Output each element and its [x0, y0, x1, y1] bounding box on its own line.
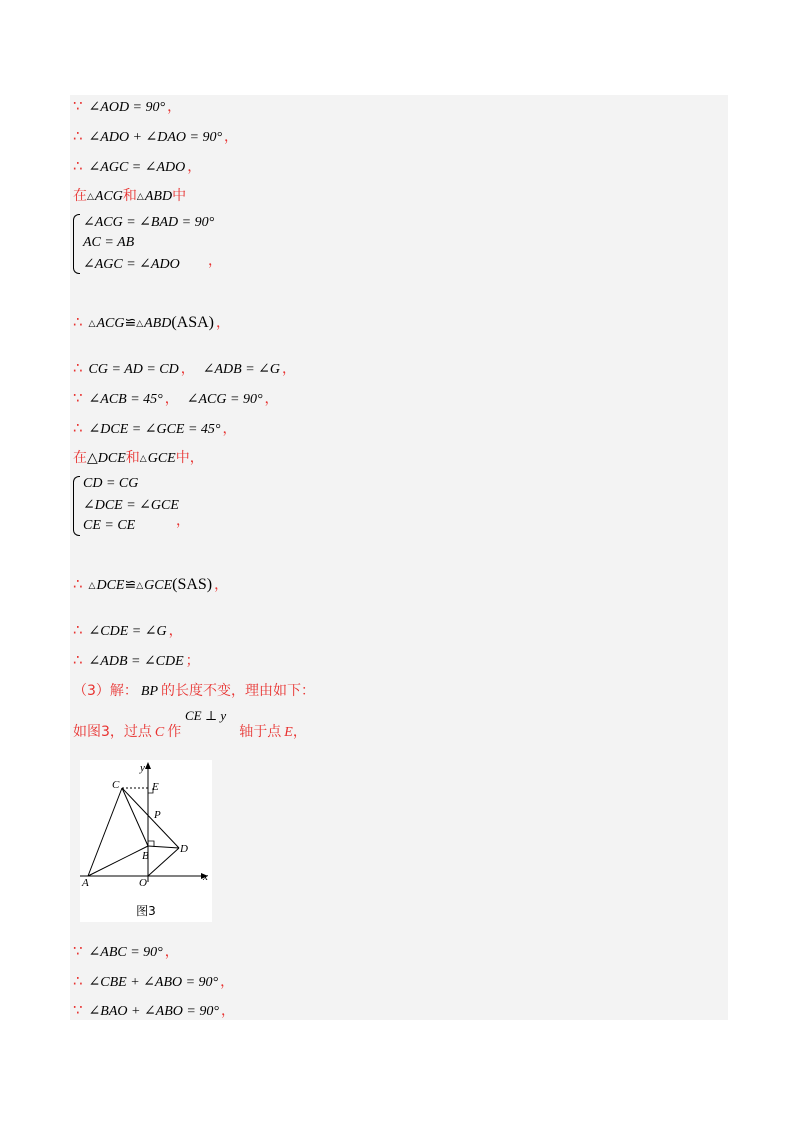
chinese-text: 和	[125, 450, 140, 466]
triangle-icon: △	[88, 580, 96, 590]
chinese-text: ，	[292, 724, 307, 740]
punctuation: ，	[222, 422, 237, 437]
proof-line-11	[73, 620, 183, 642]
punctuation: ，	[281, 362, 296, 377]
punctuation: ，	[164, 392, 179, 407]
congruent-symbol: ≌	[124, 316, 137, 331]
chinese-text: 和	[122, 188, 137, 204]
triangle-name: DCE	[96, 578, 125, 593]
punctuation: ，	[214, 578, 229, 593]
proof-line-10	[73, 574, 228, 596]
therefore-symbol: ∴	[73, 972, 83, 990]
chinese-text: 中，	[175, 450, 204, 466]
triangle-name: △DCE	[87, 451, 126, 466]
math-expression: ∠BAO + ∠ABO = 90°	[88, 1004, 219, 1019]
punctuation: ，	[220, 1004, 235, 1019]
therefore-symbol: ∴	[73, 157, 83, 175]
proof-line-12	[73, 650, 200, 672]
punctuation: ，	[164, 945, 179, 960]
figure-caption: 图3	[136, 904, 156, 918]
proof-line-2	[73, 126, 238, 148]
punctuation: ，	[167, 100, 182, 115]
triangle-icon: △	[136, 580, 144, 590]
left-brace-icon	[73, 214, 80, 274]
therefore-symbol: ∴	[73, 419, 83, 437]
math-expression: ∠ADO + ∠DAO = 90°	[88, 130, 223, 145]
proof-line-1	[73, 96, 181, 118]
therefore-symbol: ∴	[73, 575, 83, 593]
therefore-symbol: ∴	[73, 359, 83, 377]
proof-line-13	[73, 681, 315, 702]
segment-BD	[148, 846, 179, 848]
segment-AC	[88, 788, 122, 876]
because-symbol: ∵	[73, 942, 83, 960]
because-symbol: ∵	[73, 389, 83, 407]
triangle-name: ACG	[96, 316, 125, 331]
segment-DO	[148, 848, 179, 876]
chinese-text: 如图3，过点	[73, 724, 152, 740]
segment-name: BP	[140, 684, 159, 699]
part-label: （3）解：	[73, 683, 138, 699]
proof-line-15	[73, 941, 179, 963]
punctuation: ，	[187, 160, 202, 175]
math-expression: ∠CDE = ∠G	[88, 624, 167, 639]
triangle-icon: △	[88, 318, 96, 328]
label-C: C	[112, 779, 120, 791]
math-expression: ∠AOD = 90°	[88, 100, 166, 115]
punctuation: ，	[224, 130, 239, 145]
therefore-symbol: ∴	[73, 127, 83, 145]
point-name: E	[284, 725, 293, 740]
punctuation: ，	[180, 362, 195, 377]
proof-line-4	[73, 186, 186, 207]
point-name: C	[154, 725, 165, 740]
congruent-symbol: ≌	[124, 578, 137, 593]
math-expression: ∠DCE = ∠GCE = 45°	[88, 422, 221, 437]
triangle-icon: △	[136, 191, 144, 201]
math-expression: ∠ADB = ∠G	[202, 362, 280, 377]
left-brace-icon	[73, 476, 80, 536]
proof-line-6	[73, 358, 296, 380]
figure-3	[80, 760, 212, 922]
segment-CD	[122, 788, 179, 848]
chinese-text: 在	[73, 450, 87, 466]
math-expression: ∠ACB = 45°	[88, 392, 163, 407]
punctuation: ，	[220, 975, 235, 990]
math-expression: ∠ADB = ∠CDE	[88, 654, 184, 669]
congruence-reason: (SAS)	[172, 576, 213, 593]
geometry-diagram	[80, 760, 212, 900]
proof-line-7	[73, 388, 279, 410]
system-row: ∠DCE = ∠GCE	[83, 498, 179, 513]
proof-line-14	[73, 722, 307, 743]
label-x: x	[203, 871, 208, 883]
triangle-icon: △	[139, 453, 147, 463]
segment-CB	[122, 788, 148, 846]
label-P: P	[154, 809, 161, 821]
math-expression: ∠AGC = ∠ADO	[88, 160, 186, 175]
triangle-icon: △	[136, 318, 144, 328]
system-row: CD = CG	[83, 476, 139, 491]
congruence-reason: (ASA)	[171, 314, 215, 331]
math-expression: ∠ABC = 90°	[88, 945, 163, 960]
chinese-text: 中	[172, 188, 187, 204]
because-symbol: ∵	[73, 97, 83, 115]
chinese-text: 在	[73, 188, 87, 204]
proof-line-3	[73, 156, 201, 178]
triangle-name: ABD	[144, 189, 173, 204]
label-A: A	[82, 877, 89, 889]
punctuation: ，	[216, 316, 231, 331]
label-E: E	[152, 781, 159, 793]
triangle-icon: △	[87, 191, 94, 201]
proof-line-9	[73, 448, 204, 469]
system-row: AC = AB	[83, 235, 135, 250]
label-D: D	[180, 843, 188, 855]
system-row: ∠AGC = ∠ADO	[83, 257, 180, 272]
math-expression: CG = AD = CD	[88, 362, 179, 377]
punctuation: ，	[264, 392, 279, 407]
perpendicular-expression: CE ⊥ y	[185, 708, 227, 723]
therefore-symbol: ∴	[73, 651, 83, 669]
proof-line-5	[73, 312, 230, 334]
y-axis-arrow-icon	[145, 762, 151, 769]
punctuation: ，	[176, 514, 190, 529]
label-B: B	[142, 850, 149, 862]
chinese-text: 轴于点	[239, 724, 282, 740]
proof-line-17	[73, 1000, 235, 1022]
triangle-name: GCE	[147, 451, 176, 466]
math-expression: ∠ACG = 90°	[186, 392, 263, 407]
chinese-text: 的长度不变，理由如下：	[161, 683, 316, 699]
punctuation: ；	[185, 654, 200, 669]
triangle-name: GCE	[144, 578, 173, 593]
proof-line-16	[73, 971, 234, 993]
triangle-name: ABD	[144, 316, 172, 331]
therefore-symbol: ∴	[73, 313, 83, 331]
punctuation: ，	[168, 624, 183, 639]
math-expression: ∠CBE + ∠ABO = 90°	[88, 975, 219, 990]
segment-AB	[88, 846, 148, 876]
punctuation: ，	[208, 254, 222, 269]
therefore-symbol: ∴	[73, 621, 83, 639]
system-row: CE = CE	[83, 518, 136, 533]
triangle-name: ACG	[94, 189, 123, 204]
label-O: O	[139, 877, 147, 889]
proof-line-8	[73, 418, 237, 440]
chinese-text: 作	[167, 724, 182, 740]
label-y: y	[140, 762, 145, 774]
system-row: ∠ACG = ∠BAD = 90°	[83, 215, 215, 230]
because-symbol: ∵	[73, 1001, 83, 1019]
